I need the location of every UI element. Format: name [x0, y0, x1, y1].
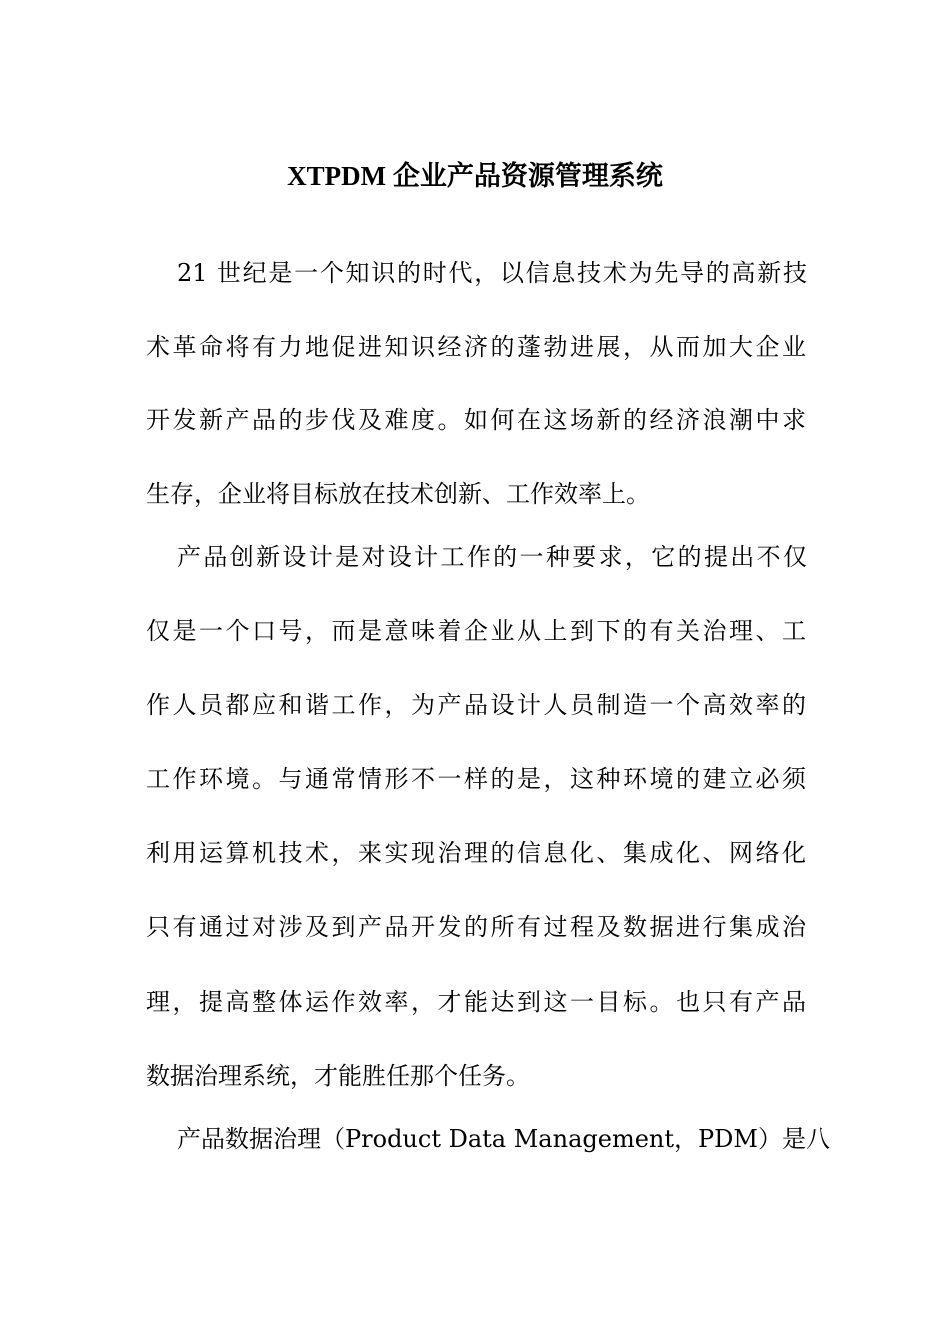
paragraph-1-line-3: 开发新产品的步伐及难度。如何在这场新的经济浪潮中求: [146, 406, 806, 434]
paragraph-1-line-4: 生存，企业将目标放在技术创新、工作效率上。: [146, 480, 650, 508]
paragraph-1-line-2: 术革命将有力地促进知识经济的蓬勃进展，从而加大企业: [146, 333, 806, 361]
paragraph-2-line-4: 工作环境。与通常情形不一样的是，这种环境的建立必须: [146, 765, 806, 793]
paragraph-2-line-2: 仅是一个口号，而是意味着企业从上到下的有关治理、工: [146, 617, 806, 645]
paragraph-2-line-7: 理，提高整体运作效率，才能达到这一目标。也只有产品: [146, 988, 806, 1016]
paragraph-2-line-8: 数据治理系统，才能胜任那个任务。: [146, 1062, 530, 1090]
paragraph-2-line-5: 利用运算机技术，来实现治理的信息化、集成化、网络化: [146, 839, 806, 867]
paragraph-3-line-1: 产品数据治理（Product Data Management，PDM）是八: [177, 1125, 830, 1153]
paragraph-2-line-1: 产品创新设计是对设计工作的一种要求，它的提出不仅: [177, 543, 807, 571]
paragraph-2-line-3: 作人员都应和谐工作，为产品设计人员制造一个高效率的: [146, 691, 806, 719]
document-title: XTPDM 企业产品资源管理系统: [287, 161, 663, 191]
paragraph-2-line-6: 只有通过对涉及到产品开发的所有过程及数据进行集成治: [146, 913, 806, 941]
paragraph-1-line-1: 21 世纪是一个知识的时代，以信息技术为先导的高新技: [177, 259, 807, 287]
